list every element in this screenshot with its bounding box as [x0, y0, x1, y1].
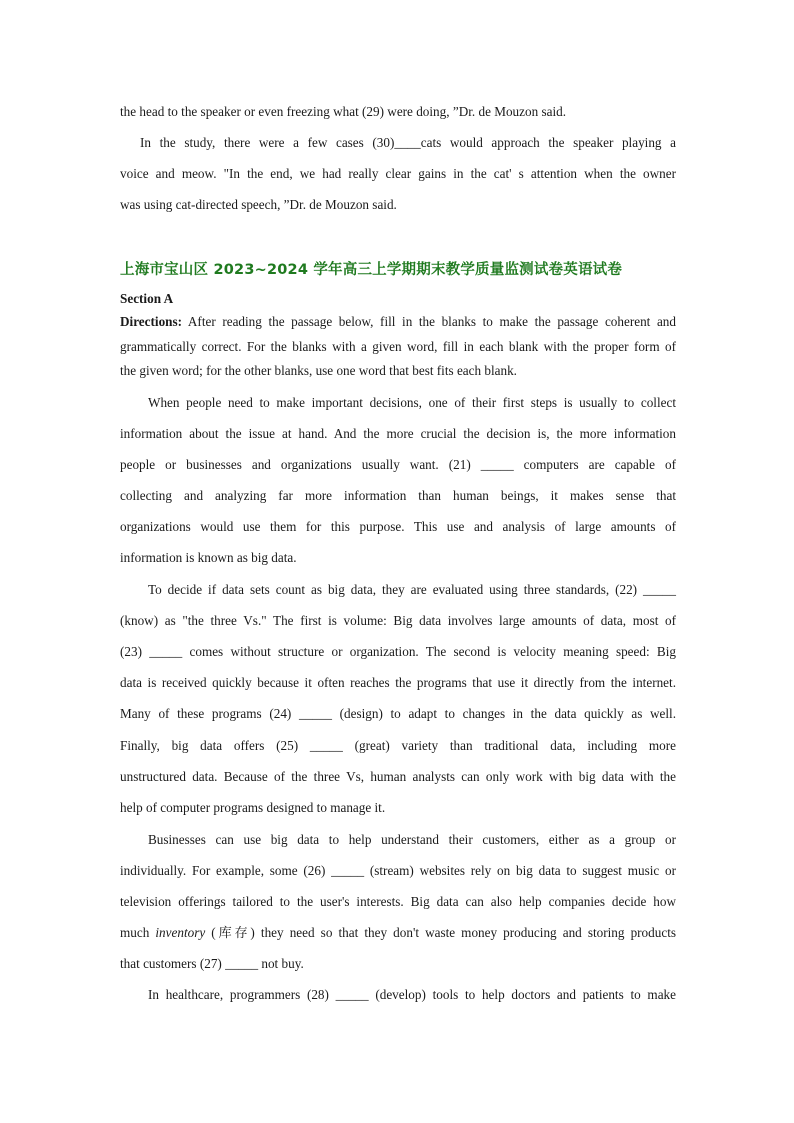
p3-line-4 [120, 925, 676, 941]
p2-line-3: (23) _____ comes without structure or organization. The second is velocity meaning speed: Big [120, 644, 676, 659]
section-label: Section A [120, 291, 174, 306]
p3-line-1: Businesses can use big data to help understand their customers, either as a group or [148, 832, 676, 847]
p1-line-2: information about the issue at hand. And the more crucial the decision is, the more information [120, 426, 676, 441]
p3-line-2: individually. For example, some (26) _____ (stream) websites rely on big data to suggest music or [120, 863, 676, 878]
p1-line-3: people or businesses and organizations usually want. (21) _____ computers are capable of [120, 457, 676, 472]
continuation-line-2: In the study, there were a few cases (30)____cats would approach the speaker playing a [140, 135, 676, 150]
p1-line-1: When people need to make important decisions, one of their first steps is usually to collect [148, 395, 676, 410]
p2-line-1: To decide if data sets count as big data, they are evaluated using three standards, (22) _____ [148, 582, 676, 597]
p3-line-4-end: (库存) they need so that they don't waste money producing and storing products [205, 925, 676, 940]
p3-line-3: television offerings tailored to the user's interests. Big data can also help companies decide how [120, 894, 676, 909]
p2-line-5: Many of these programs (24) _____ (design) to adapt to changes in the data quickly as well. [120, 706, 676, 721]
continuation-line-1: the head to the speaker or even freezing what (29) were doing, ”Dr. de Mouzon said. [120, 104, 567, 119]
p2-line-4: data is received quickly because it often reaches the programs that use it directly from the internet. [120, 675, 676, 690]
exam-title: 上海市宝山区 2023~2024 学年高三上学期期末教学质量监测试卷英语试卷 [120, 262, 623, 278]
p2-line-6: Finally, big data offers (25) _____ (great) variety than traditional data, including more [120, 738, 676, 753]
p1-line-5: organizations would use them for this purpose. This use and analysis of large amounts of [120, 519, 676, 534]
p2-line-7: unstructured data. Because of the three Vs, human analysts can only work with big data with the [120, 769, 676, 784]
continuation-line-4: was using cat-directed speech, ”Dr. de Mouzon said. [120, 197, 397, 212]
p2-line-2: (know) as "the three Vs." The first is volume: Big data involves large amounts of data, most of [120, 613, 676, 628]
directions-line-1 [120, 314, 676, 330]
inventory-word: inventory [155, 925, 206, 940]
p2-line-8: help of computer programs designed to manage it. [120, 800, 386, 815]
p1-line-4: collecting and analyzing far more information than human beings, it makes sense that [120, 488, 676, 503]
directions-text-1: After reading the passage below, fill in the blanks to make the passage coherent and [182, 314, 676, 329]
directions-line-3: the given word; for the other blanks, use one word that best fits each blank. [120, 363, 517, 378]
p3-line-5: that customers (27) _____ not buy. [120, 956, 304, 971]
continuation-line-3: voice and meow. "In the end, we had really clear gains in the cat' s attention when the owner [120, 166, 676, 181]
p1-line-6: information is known as big data. [120, 550, 297, 565]
directions-line-2: grammatically correct. For the blanks with a given word, fill in each blank with the proper form of [120, 339, 676, 354]
p3-line-4-start: much [120, 925, 156, 940]
p4-line-1: In healthcare, programmers (28) _____ (develop) tools to help doctors and patients to make [148, 987, 676, 1002]
directions-label: Directions: [120, 314, 183, 329]
